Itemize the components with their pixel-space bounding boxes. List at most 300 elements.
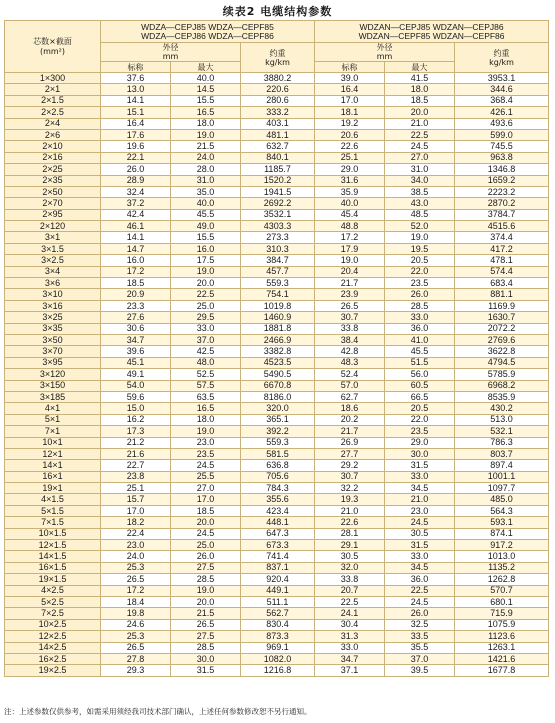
core-section-cell: 7×1 [5,426,101,437]
g2-max-od-cell: 35.5 [385,642,455,653]
table-row [5,289,549,300]
table-row [5,574,549,585]
table-row [5,471,549,482]
table-row [5,118,549,129]
g2-nominal-od-cell: 26.9 [315,437,385,448]
g1-weight-cell: 320.0 [241,403,315,414]
group1-nominal-header: 标称 [101,62,171,73]
g2-max-od-cell: 38.5 [385,186,455,197]
g1-max-od-cell: 26.0 [171,551,241,562]
core-section-label: 芯数×截面 [33,36,72,46]
core-section-cell: 7×2.5 [5,608,101,619]
g2-weight-cell: 5785.9 [455,369,549,380]
g1-max-od-cell: 17.5 [171,255,241,266]
g1-nominal-od-cell: 17.6 [101,129,171,140]
g1-max-od-cell: 48.0 [171,357,241,368]
table-row [5,551,549,562]
g1-max-od-cell: 19.0 [171,426,241,437]
g2-weight-cell: 1075.9 [455,619,549,630]
g1-weight-cell: 333.2 [241,107,315,118]
g1-weight-cell: 873.3 [241,631,315,642]
core-section-cell: 4×1 [5,403,101,414]
g2-weight-cell: 564.3 [455,505,549,516]
g2-nominal-od-cell: 18.6 [315,403,385,414]
g2-weight-cell: 2223.2 [455,186,549,197]
table-title: 续表2 电缆结构参数 [222,5,333,18]
g2-weight-cell: 4515.6 [455,221,549,232]
g1-weight-cell: 1941.5 [241,186,315,197]
g1-max-od-cell: 25.0 [171,300,241,311]
g1-weight-cell: 673.3 [241,540,315,551]
g1-weight-cell: 8186.0 [241,391,315,402]
g1-max-od-cell: 31.5 [171,665,241,676]
table-body [5,73,549,677]
core-section-cell: 5×1.5 [5,505,101,516]
g2-weight-cell: 478.1 [455,255,549,266]
table-row [5,278,549,289]
core-section-cell: 3×25 [5,312,101,323]
g2-weight-cell: 3784.7 [455,209,549,220]
table-row [5,448,549,459]
g2-nominal-od-cell: 52.4 [315,369,385,380]
g1-weight-cell: 1082.0 [241,653,315,664]
table-row [5,631,549,642]
g2-nominal-od-cell: 19.3 [315,494,385,505]
g2-max-od-cell: 51.5 [385,357,455,368]
g1-weight-cell: 2466.9 [241,334,315,345]
g2-weight-cell: 715.9 [455,608,549,619]
g1-weight-cell: 280.6 [241,95,315,106]
g1-max-od-cell: 29.5 [171,312,241,323]
core-section-cell: 3×6 [5,278,101,289]
g2-weight-cell: 1659.2 [455,175,549,186]
g1-nominal-od-cell: 23.8 [101,471,171,482]
table-row [5,483,549,494]
g2-weight-cell: 3622.8 [455,346,549,357]
g1-weight-cell: 384.7 [241,255,315,266]
g2-weight-cell: 8535.9 [455,391,549,402]
group2-models-line1: WDZAN—CEPJ85 WDZAN—CEPJ86 [359,21,504,32]
g1-weight-cell: 830.4 [241,619,315,630]
group2-od-header [315,43,455,62]
g2-nominal-od-cell: 22.6 [315,517,385,528]
g2-nominal-od-cell: 33.0 [315,642,385,653]
g2-max-od-cell: 20.5 [385,255,455,266]
g2-weight-cell: 786.3 [455,437,549,448]
core-section-cell: 2×95 [5,209,101,220]
g1-max-od-cell: 27.0 [171,483,241,494]
g2-max-od-cell: 22.0 [385,414,455,425]
g1-nominal-od-cell: 17.2 [101,266,171,277]
g2-weight-cell: 1630.7 [455,312,549,323]
footnote: 注：上述参数仅供参考，如需采用须经我司技术部门确认，上述任何参数修改恕不另行通知。 [4,707,312,716]
g1-weight-cell: 632.7 [241,141,315,152]
g2-nominal-od-cell: 20.7 [315,585,385,596]
g2-weight-cell: 6968.2 [455,380,549,391]
g2-nominal-od-cell: 29.1 [315,540,385,551]
g2-nominal-od-cell: 37.1 [315,665,385,676]
g1-max-od-cell: 57.5 [171,380,241,391]
g2-max-od-cell: 34.5 [385,562,455,573]
g2-nominal-od-cell: 19.0 [315,255,385,266]
group1-weight-label: 约重 [269,48,286,58]
g2-max-od-cell: 34.5 [385,483,455,494]
table-row [5,653,549,664]
g2-weight-cell: 680.1 [455,596,549,607]
g2-max-od-cell: 18.5 [385,95,455,106]
g1-max-od-cell: 20.0 [171,596,241,607]
g2-nominal-od-cell: 24.1 [315,608,385,619]
g1-max-od-cell: 15.5 [171,232,241,243]
g2-weight-cell: 2870.2 [455,198,549,209]
g1-weight-cell: 581.5 [241,448,315,459]
g1-max-od-cell: 49.0 [171,221,241,232]
g2-max-od-cell: 22.5 [385,129,455,140]
core-section-cell: 3×1.5 [5,243,101,254]
group2-nominal-header: 标称 [315,62,385,73]
core-section-cell: 5×1 [5,414,101,425]
g1-nominal-od-cell: 30.6 [101,323,171,334]
table-row [5,266,549,277]
core-section-cell: 16×1 [5,471,101,482]
g1-nominal-od-cell: 16.0 [101,255,171,266]
core-section-cell: 3×150 [5,380,101,391]
g1-nominal-od-cell: 16.4 [101,118,171,129]
g2-nominal-od-cell: 45.4 [315,209,385,220]
core-section-cell: 2×10 [5,141,101,152]
table-row [5,494,549,505]
g2-nominal-od-cell: 30.7 [315,312,385,323]
g1-max-od-cell: 23.5 [171,448,241,459]
group1-weight-header [241,43,315,73]
g2-weight-cell: 593.1 [455,517,549,528]
g2-max-od-cell: 20.5 [385,403,455,414]
table-row [5,562,549,573]
table-row [5,255,549,266]
table-row [5,232,549,243]
g1-max-od-cell: 20.0 [171,278,241,289]
g2-nominal-od-cell: 28.1 [315,528,385,539]
g2-nominal-od-cell: 29.2 [315,460,385,471]
core-section-cell: 7×1.5 [5,517,101,528]
g2-weight-cell: 485.0 [455,494,549,505]
g2-nominal-od-cell: 21.7 [315,278,385,289]
group1-od-header [101,43,241,62]
g1-nominal-od-cell: 25.3 [101,631,171,642]
table-header [5,21,549,73]
g2-weight-cell: 1263.1 [455,642,549,653]
core-section-cell: 2×6 [5,129,101,140]
g2-nominal-od-cell: 20.6 [315,129,385,140]
table-row [5,608,549,619]
table-row [5,380,549,391]
g2-max-od-cell: 30.5 [385,528,455,539]
group2-weight-header [455,43,549,73]
g2-nominal-od-cell: 32.2 [315,483,385,494]
g1-nominal-od-cell: 42.4 [101,209,171,220]
core-section-cell: 3×10 [5,289,101,300]
table-row [5,198,549,209]
g1-max-od-cell: 28.5 [171,574,241,585]
g2-weight-cell: 417.2 [455,243,549,254]
g1-nominal-od-cell: 25.1 [101,483,171,494]
g1-weight-cell: 705.6 [241,471,315,482]
core-section-cell: 10×1.5 [5,528,101,539]
g2-weight-cell: 1262.8 [455,574,549,585]
table-row [5,95,549,106]
g2-nominal-od-cell: 27.7 [315,448,385,459]
table-row [5,357,549,368]
group1-models-line1: WDZA—CEPJ85 WDZA—CEPF85 [141,21,274,32]
table-row [5,141,549,152]
g2-weight-cell: 1013.0 [455,551,549,562]
table-row [5,334,549,345]
g1-nominal-od-cell: 17.2 [101,585,171,596]
table-row [5,84,549,95]
g2-weight-cell: 683.4 [455,278,549,289]
g1-max-od-cell: 19.0 [171,129,241,140]
g1-weight-cell: 273.3 [241,232,315,243]
table-row [5,186,549,197]
g2-max-od-cell: 19.5 [385,243,455,254]
g1-nominal-od-cell: 18.4 [101,596,171,607]
g2-weight-cell: 2769.6 [455,334,549,345]
table-row [5,460,549,471]
g2-max-od-cell: 31.0 [385,164,455,175]
core-section-cell: 2×4 [5,118,101,129]
table-row [5,209,549,220]
g2-nominal-od-cell: 21.7 [315,426,385,437]
group1-max-header: 最大 [171,62,241,73]
g2-max-od-cell: 33.0 [385,312,455,323]
table-row [5,437,549,448]
g1-weight-cell: 6670.8 [241,380,315,391]
g1-max-od-cell: 26.5 [171,619,241,630]
table-row [5,528,549,539]
g1-nominal-od-cell: 22.7 [101,460,171,471]
g1-nominal-od-cell: 29.3 [101,665,171,676]
table-row [5,505,549,516]
g1-weight-cell: 511.1 [241,596,315,607]
core-section-cell: 3×1 [5,232,101,243]
table-row [5,665,549,676]
table-row [5,73,549,84]
core-section-cell: 3×95 [5,357,101,368]
g1-weight-cell: 1216.8 [241,665,315,676]
g2-nominal-od-cell: 18.1 [315,107,385,118]
core-section-cell: 1×300 [5,73,101,84]
g1-weight-cell: 3532.1 [241,209,315,220]
table-row [5,369,549,380]
core-section-cell: 3×50 [5,334,101,345]
core-section-cell: 19×1.5 [5,574,101,585]
g1-max-od-cell: 17.0 [171,494,241,505]
g1-nominal-od-cell: 45.1 [101,357,171,368]
core-section-header [5,21,101,73]
g2-weight-cell: 1346.8 [455,164,549,175]
core-section-cell: 12×2.5 [5,631,101,642]
g1-nominal-od-cell: 24.0 [101,551,171,562]
g1-nominal-od-cell: 37.6 [101,73,171,84]
g2-nominal-od-cell: 29.0 [315,164,385,175]
g1-weight-cell: 559.3 [241,278,315,289]
g1-weight-cell: 423.4 [241,505,315,516]
g1-nominal-od-cell: 26.5 [101,574,171,585]
table-row [5,243,549,254]
g1-weight-cell: 403.1 [241,118,315,129]
g1-max-od-cell: 14.5 [171,84,241,95]
g2-weight-cell: 570.7 [455,585,549,596]
table-row [5,403,549,414]
g1-nominal-od-cell: 15.0 [101,403,171,414]
g1-max-od-cell: 31.0 [171,175,241,186]
g1-nominal-od-cell: 18.2 [101,517,171,528]
g2-max-od-cell: 37.0 [385,653,455,664]
g1-max-od-cell: 18.0 [171,414,241,425]
group1-weight-unit: kg/km [265,57,290,67]
g1-nominal-od-cell: 24.6 [101,619,171,630]
g2-nominal-od-cell: 32.0 [315,562,385,573]
g2-weight-cell: 963.8 [455,152,549,163]
g2-max-od-cell: 21.0 [385,118,455,129]
g1-weight-cell: 837.1 [241,562,315,573]
core-section-cell: 3×2.5 [5,255,101,266]
table-row [5,619,549,630]
g1-nominal-od-cell: 17.3 [101,426,171,437]
g2-max-od-cell: 19.0 [385,232,455,243]
g2-nominal-od-cell: 48.3 [315,357,385,368]
g2-nominal-od-cell: 39.0 [315,73,385,84]
g2-max-od-cell: 41.5 [385,73,455,84]
g1-nominal-od-cell: 18.5 [101,278,171,289]
table-row [5,346,549,357]
core-section-cell: 3×35 [5,323,101,334]
g1-nominal-od-cell: 14.1 [101,95,171,106]
table-row [5,152,549,163]
g1-weight-cell: 562.7 [241,608,315,619]
g2-nominal-od-cell: 30.4 [315,619,385,630]
g1-nominal-od-cell: 21.2 [101,437,171,448]
g2-max-od-cell: 36.0 [385,574,455,585]
g1-weight-cell: 969.1 [241,642,315,653]
g1-max-od-cell: 37.0 [171,334,241,345]
g2-weight-cell: 3953.1 [455,73,549,84]
g2-nominal-od-cell: 22.6 [315,141,385,152]
g1-nominal-od-cell: 20.9 [101,289,171,300]
g2-nominal-od-cell: 57.0 [315,380,385,391]
g2-max-od-cell: 48.5 [385,209,455,220]
g1-weight-cell: 457.7 [241,266,315,277]
g2-max-od-cell: 24.5 [385,517,455,528]
core-section-unit: (mm²) [39,46,66,56]
table-row [5,642,549,653]
g1-weight-cell: 448.1 [241,517,315,528]
g1-max-od-cell: 28.5 [171,642,241,653]
g1-nominal-od-cell: 13.0 [101,84,171,95]
g1-nominal-od-cell: 32.4 [101,186,171,197]
core-section-cell: 2×16 [5,152,101,163]
g2-nominal-od-cell: 19.2 [315,118,385,129]
g2-max-od-cell: 24.5 [385,141,455,152]
g2-nominal-od-cell: 22.5 [315,596,385,607]
g2-max-od-cell: 45.5 [385,346,455,357]
g2-weight-cell: 374.4 [455,232,549,243]
g1-nominal-od-cell: 26.0 [101,164,171,175]
g2-nominal-od-cell: 23.9 [315,289,385,300]
table-row [5,585,549,596]
g1-weight-cell: 784.3 [241,483,315,494]
g2-weight-cell: 513.0 [455,414,549,425]
table-row [5,517,549,528]
table-row [5,426,549,437]
core-section-cell: 3×120 [5,369,101,380]
table-row [5,107,549,118]
g1-max-od-cell: 30.0 [171,653,241,664]
table-row [5,540,549,551]
cable-structure-table [4,20,549,677]
g1-max-od-cell: 63.5 [171,391,241,402]
g2-weight-cell: 574.4 [455,266,549,277]
g2-max-od-cell: 66.5 [385,391,455,402]
g2-max-od-cell: 31.5 [385,540,455,551]
core-section-cell: 3×70 [5,346,101,357]
g1-max-od-cell: 35.0 [171,186,241,197]
g2-nominal-od-cell: 17.9 [315,243,385,254]
g2-nominal-od-cell: 26.5 [315,300,385,311]
core-section-cell: 10×2.5 [5,619,101,630]
g2-max-od-cell: 26.0 [385,608,455,619]
g1-weight-cell: 449.1 [241,585,315,596]
g1-weight-cell: 1460.9 [241,312,315,323]
core-section-cell: 16×1.5 [5,562,101,573]
g2-nominal-od-cell: 34.7 [315,653,385,664]
g1-weight-cell: 559.3 [241,437,315,448]
core-section-cell: 4×1.5 [5,494,101,505]
g1-max-od-cell: 16.5 [171,107,241,118]
g1-max-od-cell: 40.0 [171,198,241,209]
g1-nominal-od-cell: 46.1 [101,221,171,232]
g1-max-od-cell: 25.0 [171,540,241,551]
g1-max-od-cell: 24.5 [171,460,241,471]
core-section-cell: 3×16 [5,300,101,311]
core-section-cell: 10×1 [5,437,101,448]
g1-weight-cell: 741.4 [241,551,315,562]
g1-nominal-od-cell: 26.5 [101,642,171,653]
g2-nominal-od-cell: 62.7 [315,391,385,402]
g1-nominal-od-cell: 34.7 [101,334,171,345]
g1-weight-cell: 355.6 [241,494,315,505]
g2-nominal-od-cell: 16.4 [315,84,385,95]
g1-weight-cell: 2692.2 [241,198,315,209]
core-section-cell: 2×70 [5,198,101,209]
g1-nominal-od-cell: 39.6 [101,346,171,357]
g2-max-od-cell: 30.0 [385,448,455,459]
g1-weight-cell: 840.1 [241,152,315,163]
g1-weight-cell: 636.8 [241,460,315,471]
g1-nominal-od-cell: 19.6 [101,141,171,152]
g2-weight-cell: 874.1 [455,528,549,539]
g2-nominal-od-cell: 31.3 [315,631,385,642]
g1-weight-cell: 3382.8 [241,346,315,357]
g2-nominal-od-cell: 31.6 [315,175,385,186]
g2-nominal-od-cell: 38.4 [315,334,385,345]
g1-nominal-od-cell: 15.1 [101,107,171,118]
g2-weight-cell: 426.1 [455,107,549,118]
g1-max-od-cell: 24.0 [171,152,241,163]
group2-weight-unit: kg/km [489,57,514,67]
g2-weight-cell: 917.2 [455,540,549,551]
core-section-cell: 19×2.5 [5,665,101,676]
